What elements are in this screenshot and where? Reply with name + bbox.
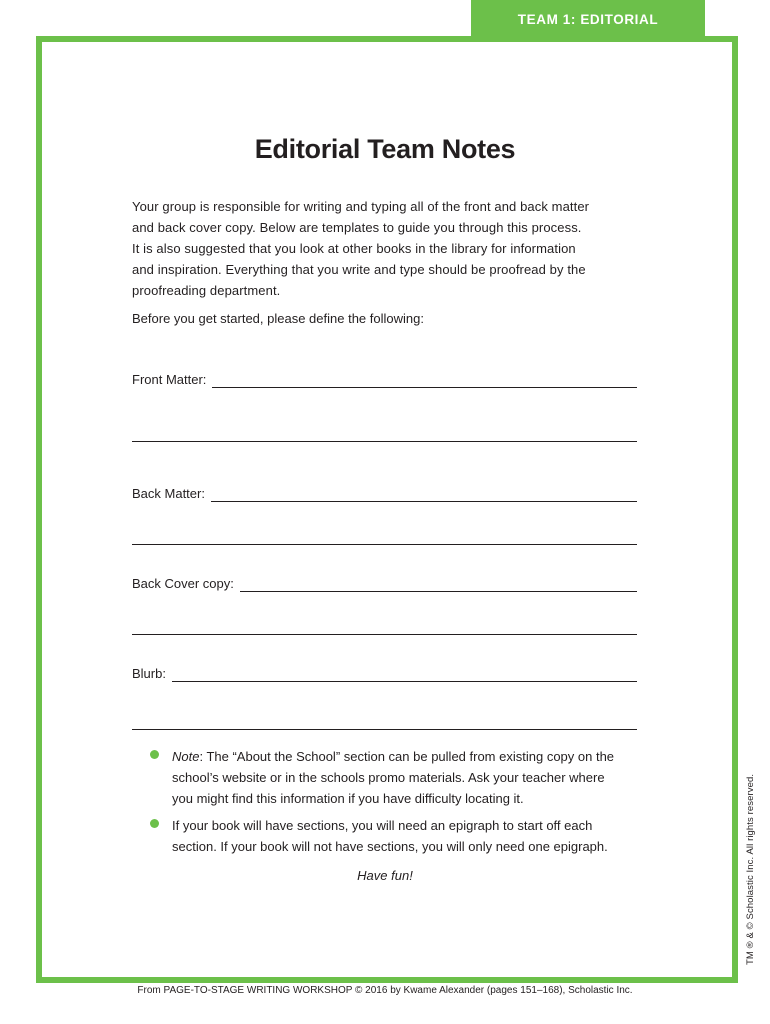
back-matter-label: Back Matter: <box>132 486 205 501</box>
intro-paragraph <box>132 196 622 301</box>
front-matter-label: Front Matter: <box>132 372 207 387</box>
blurb-continuation-line[interactable] <box>132 729 637 730</box>
back-cover-continuation-line[interactable] <box>132 634 637 635</box>
intro-line: Your group is responsible for writing and typing all of the front and back matter <box>132 199 590 214</box>
note-label: Note <box>172 749 200 764</box>
epigraph-line: If your book will have sections, you will need an epigraph to start off each <box>172 818 593 833</box>
front-matter-continuation-line[interactable] <box>132 441 637 442</box>
note-bullet <box>172 746 632 809</box>
epigraph-line: section. If your book will not have sections, you will only need one epigraph. <box>172 839 608 854</box>
back-matter-continuation-line[interactable] <box>132 544 637 545</box>
team-tab: TEAM 1: EDITORIAL <box>471 0 705 38</box>
blurb-line[interactable] <box>172 669 637 682</box>
closing-text: Have fun! <box>357 868 413 883</box>
note-line <box>172 746 632 767</box>
bullet-dot-icon <box>150 750 159 759</box>
back-matter-field[interactable] <box>132 486 637 502</box>
note-text: : The “About the School” section can be pulled from existing copy on the <box>199 749 615 764</box>
intro-line: and back cover copy. Below are templates to guide you through this process. <box>132 220 582 235</box>
page-footer: From PAGE-TO-STAGE WRITING WORKSHOP © 2016 by Kwame Alexander (pages 151–168), Scholastic Inc. <box>137 985 633 996</box>
intro-line: and inspiration. Everything that you write and type should be proofread by the <box>132 262 586 277</box>
epigraph-bullet <box>172 815 632 857</box>
front-matter-field[interactable] <box>132 372 637 388</box>
blurb-label: Blurb: <box>132 666 166 681</box>
intro-line: It is also suggested that you look at other books in the library for information <box>132 241 576 256</box>
back-matter-line[interactable] <box>211 489 637 502</box>
intro-line: proofreading department. <box>132 283 281 298</box>
back-cover-label: Back Cover copy: <box>132 576 234 591</box>
back-cover-line[interactable] <box>240 579 637 592</box>
note-line: you might find this information if you have difficulty locating it. <box>172 791 524 806</box>
copyright-side-notice: TM ® & © Scholastic Inc. All rights reserved. <box>745 773 756 965</box>
note-line: school’s website or in the schools promo materials. Ask your teacher where <box>172 770 605 785</box>
page-title: Editorial Team Notes <box>254 134 516 164</box>
define-prompt: Before you get started, please define the following: <box>132 311 424 326</box>
blurb-field[interactable] <box>132 666 637 682</box>
bullet-dot-icon <box>150 819 159 828</box>
front-matter-line[interactable] <box>212 375 637 388</box>
back-cover-field[interactable] <box>132 576 637 592</box>
